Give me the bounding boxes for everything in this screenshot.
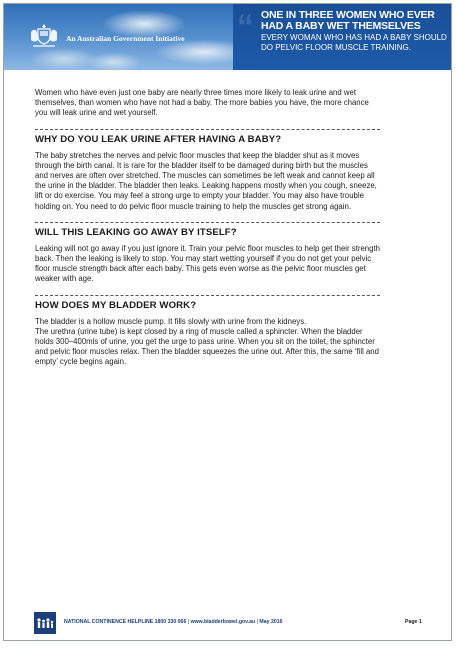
section-heading: WHY DO YOU LEAK URINE AFTER HAVING A BABY? bbox=[35, 133, 282, 145]
page-footer bbox=[4, 612, 451, 634]
publication-date: May 2016 bbox=[259, 619, 283, 625]
section-body: Leaking will not go away if you just ignore it. Train your pelvic floor muscles to help get their strength back. Then the leaking is likely to stop. You may start wetting yourself if you do not get your pelvic floor muscle strength back after each baby. This gets even worse as the pelvic floor muscles get weaker with age. bbox=[35, 243, 380, 284]
footer-text bbox=[64, 619, 283, 625]
section-body: The bladder is a hollow muscle pump. It fills slowly with urine from the kidneys. bbox=[35, 316, 307, 326]
gov-initiative-text: An Australian Government Initiative bbox=[66, 34, 185, 43]
section-divider bbox=[35, 295, 380, 296]
section-divider bbox=[35, 129, 380, 130]
page-number: Page 1 bbox=[405, 619, 422, 625]
header-title: ONE IN THREE WOMEN WHO EVER HAD A BABY WET THEMSELVES bbox=[261, 9, 435, 32]
section-body: The baby stretches the nerves and pelvic floor muscles that keep the bladder shut as it moves through the birth canal. It is rare for the bladder itself to be damaged during birth but the muscles and nerves are often over stretched. The muscles can sometimes be left weak and cannot keep all the urine in the bladder. The bladder then leaks. Leaking happens mostly when you cough, sneeze, lift or do exercise. You may feel a strong urge to empty your bladder. You may also have trouble holding on. You need to do pelvic floor muscle training to help the muscles get strong again. bbox=[35, 150, 377, 211]
page-header bbox=[4, 4, 451, 70]
website-link[interactable]: www.bladderbowel.gov.au bbox=[190, 619, 256, 625]
header-title-block bbox=[233, 4, 451, 70]
main-content bbox=[35, 88, 380, 368]
section-divider bbox=[35, 222, 380, 223]
helpline-text: NATIONAL CONTINENCE HELPLINE 1800 330 066 bbox=[64, 619, 187, 625]
header-subtitle: EVERY WOMAN WHO HAS HAD A BABY SHOULD DO PELVIC FLOOR MUSCLE TRAINING. bbox=[261, 33, 447, 52]
section-body-continued: The urethra (urine tube) is kept closed by a ring of muscle called a sphincter. When the bladder holds 300–400mls of urine, you get the urge to pass urine. When you sit on the toilet, the sphincter and pelvic floor muscles relax. Then the bladder squeezes the urine out. After this, the same ‘fill and empty’ cycle begins again. bbox=[35, 326, 379, 367]
document-page bbox=[3, 3, 452, 641]
footer-separator: | bbox=[256, 619, 258, 625]
section-heading: HOW DOES MY BLADDER WORK? bbox=[35, 299, 197, 311]
intro-paragraph: Women who have even just one baby are nearly three times more likely to leak urine and wet themselves, than women who have not had a baby. The more babies you have, the more chance you will leak urine and wet yourself. bbox=[35, 88, 369, 118]
footer-separator: | bbox=[187, 619, 190, 625]
section-heading: WILL THIS LEAKING GO AWAY BY ITSELF? bbox=[35, 226, 237, 238]
decorative-quote-icon: “ bbox=[237, 8, 254, 46]
continence-foundation-people-icon bbox=[34, 612, 56, 634]
commonwealth-crest-icon bbox=[28, 22, 60, 50]
header-sky-banner bbox=[4, 4, 233, 70]
